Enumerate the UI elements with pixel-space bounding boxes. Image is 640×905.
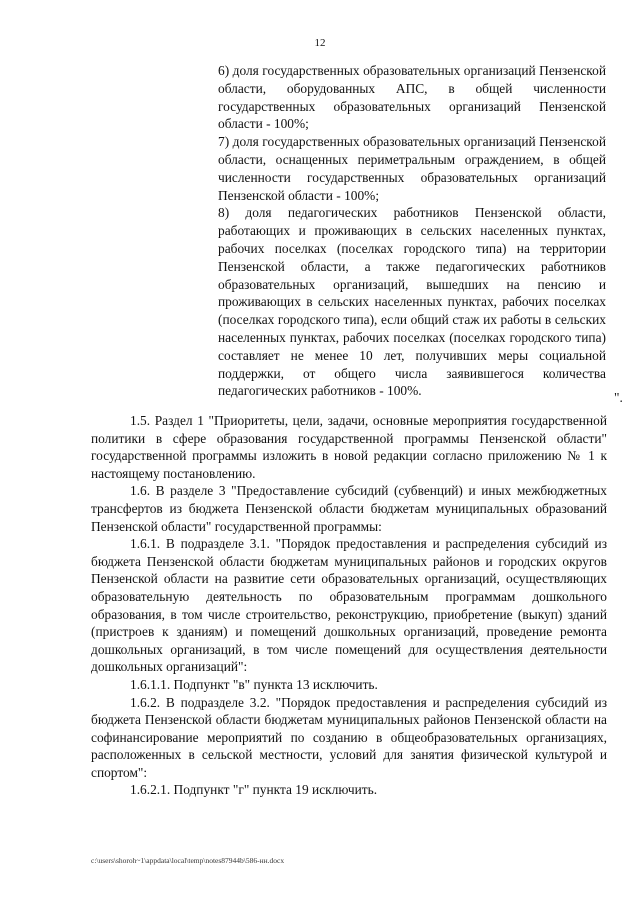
list-item-8: 8) доля педагогических работников Пензенской области, работающих и проживающих в сельских населенных пунктах, рабочих поселках (поселках городского типа) на территории Пензенской области, а также педагогических работников образовательных организаций, вышедших на пенсию и проживающих в сельских населенных пунктах, рабочих поселках (поселках городского типа), если общий стаж их работы в сельских населенных пунктах, рабочих поселках (поселках городского типа) составляет не менее 10 лет, получивших меры социальной поддержки, от общего числа заявившегося количества педагогических работников - 100%. (218, 205, 606, 399)
paragraph-1-6-2: 1.6.2. В подразделе 3.2. "Порядок предоставления и распределения субсидий из бюджета Пензенской области бюджетам муниципальных районов Пензенской области на софинансирование мероприятий по созданию в общеобразовательных организациях, расположенных в сельской местности, условий для занятия физической культурой и спортом": (91, 694, 607, 780)
paragraph-1-6-1: 1.6.1. В подразделе 3.1. "Порядок предоставления и распределения субсидий из бюджета Пензенской области бюджетам муниципальных районов и городских округов Пензенской области на развитие сети образовательных организаций, осуществляющих образовательную деятельность по образовательным программам дошкольного образования, в том числе строительство, реконструкцию, приобретение (выкуп) зданий (пристроев к зданиям) и помещений дошкольных организаций, проведение ремонта дошкольных организаций, в том числе помещений для осуществления деятельности дошкольных организаций": (91, 536, 607, 675)
page-number: 12 (314, 37, 326, 49)
paragraph-1-6-1-1: 1.6.1.1. Подпункт "в" пункта 13 исключить. (130, 676, 378, 692)
list-item-6: 6) доля государственных образовательных организаций Пензенской области, оборудованных АПС, в общей численности государственных образовательных организаций Пензенской области - 100%; (218, 63, 606, 132)
main-text (91, 412, 607, 799)
list-items (218, 62, 606, 400)
paragraph-1-6: 1.6. В разделе 3 "Предоставление субсидий (субвенций) и иных межбюджетных трансфертов из бюджета Пензенской области бюджетам муниципальных образований Пензенской области" государственной программы: (91, 483, 607, 534)
footer-file-path: c:\users\shoroh~1\appdata\local\temp\notes87944b\586-нн.docx (91, 856, 285, 865)
list-item-7: 7) доля государственных образовательных организаций Пензенской области, оснащенных периметральным ограждением, в общей численности государственных образовательных организаций Пензенской области - 100%; (218, 134, 606, 203)
closing-quote: ". (614, 390, 623, 405)
paragraph-1-6-2-1: 1.6.2.1. Подпункт "г" пункта 19 исключить. (130, 782, 378, 798)
paragraph-1-5: 1.5. Раздел 1 "Приоритеты, цели, задачи, основные мероприятия государственной политики в сфере образования государственной программы Пензенской области" государственной программы изложить в новой редакции согласно приложению № 1 к настоящему постановлению. (91, 413, 607, 481)
